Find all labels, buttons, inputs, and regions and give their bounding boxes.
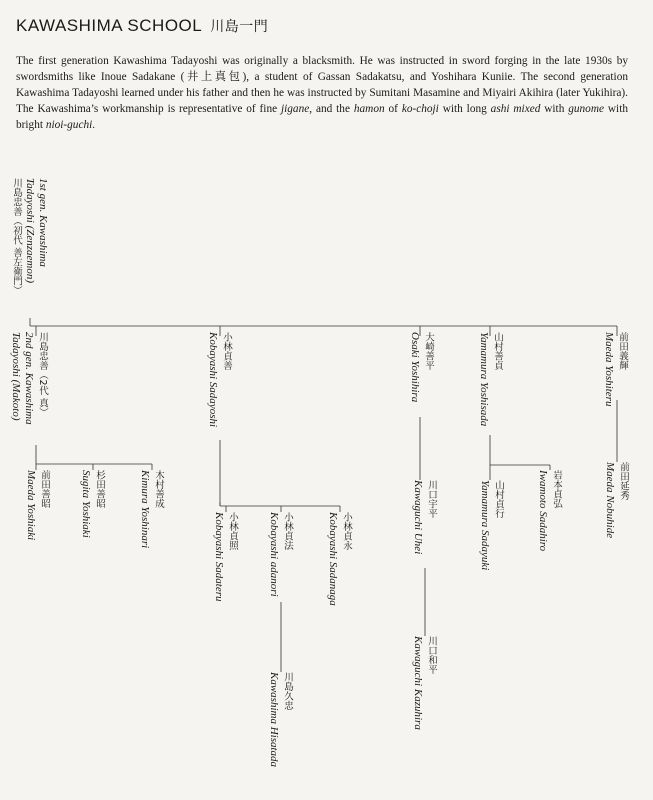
node-maeda-yoshiteru: 前田義輝 Maeda Yoshiteru	[603, 332, 628, 407]
node-kobayashi-sadateru: 小林貞照 Kobayashi Sadateru	[213, 512, 238, 602]
node-kawaguchi-uhei: 川口宇平 Kawaguchi Uhei	[412, 480, 437, 555]
title-english: KAWASHIMA SCHOOL	[16, 16, 203, 35]
intro-term: jigane	[281, 103, 310, 116]
intro-text: , and the	[309, 103, 354, 116]
node-kobayashi-sadanori: 小林貞法 Kobayashi adanori	[268, 512, 293, 597]
intro-text: .	[92, 119, 96, 132]
intro-term: nioi-guchi	[45, 119, 93, 132]
node-kimura-yoshinari: 木村善成 Kimura Yoshinari	[139, 470, 164, 549]
node-yamamura-sadayuki: 山村貞行 Yamamura Sadayuki	[479, 480, 504, 571]
intro-text: with	[540, 103, 569, 116]
node-iwamoto-sadahiro: 岩本貞弘 Iwamoto Sadahiro	[537, 470, 562, 552]
node-2nd-gen-kawashima-tadayoshi: 川島忠善（2代 真） 2nd gen. Kawashima Tadayoshi (Makoto)	[10, 332, 48, 425]
intro-text: The first generation Kawashima Tadayoshi was originally a blacksmith. He was instructed in sword forging in the late 1930s by swordsmiths like Inoue Sadakane (井上真包), a student of Gassan Sadakatsu, and Yoshihara Kuniie. The second generation Kawashima Tadayoshi learned under his father and then he was instructed by Sumitani Masamine and Miyairi Akihira (later Yukihira). The Kawashima’s workmanship is representative of fine	[16, 55, 628, 116]
title-japanese: 川島一門	[210, 19, 269, 35]
intro-text: with bright	[16, 103, 628, 132]
node-sugita-yoshiaki: 杉田善昭 Sugita Yoshiaki	[80, 470, 105, 538]
node-kawashima-hisatada: 川島久忠 Kawashima Hisatada	[268, 672, 293, 768]
node-maeda-nobuhide: 前田延秀 Maeda Nobuhide	[604, 462, 629, 539]
node-kobayashi-sadayoshi: 小林貞善 Kobayashi Sadayoshi	[207, 332, 232, 428]
intro-term: ashi mixed	[490, 103, 541, 116]
node-1st-gen-kawashima-tadayoshi: 1st gen. Kawashima Tadayoshi (Zenzaemon) 川島忠善（初代 善左衛門）	[11, 178, 49, 296]
intro-text: of	[384, 103, 402, 116]
intro-term: gunome	[568, 103, 605, 116]
node-kawaguchi-kazuhira: 川口和平 Kawaguchi Kazuhira	[412, 636, 437, 730]
node-kobayashi-sadanaga: 小林貞永 Kobayashi Sadanaga	[327, 512, 352, 606]
intro-term: ko-choji	[401, 103, 439, 116]
intro-text: with long	[438, 103, 491, 116]
intro-term: hamon	[353, 103, 385, 116]
node-yamamura-yoshisada: 山村善貞 Yamamura Yoshisada	[478, 332, 503, 427]
node-maeda-yoshiaki: 前田善昭 Maeda Yoshiaki	[25, 470, 50, 541]
node-osaki-yoshihira: 大崎善平 Osaki Yoshihira	[409, 332, 434, 403]
